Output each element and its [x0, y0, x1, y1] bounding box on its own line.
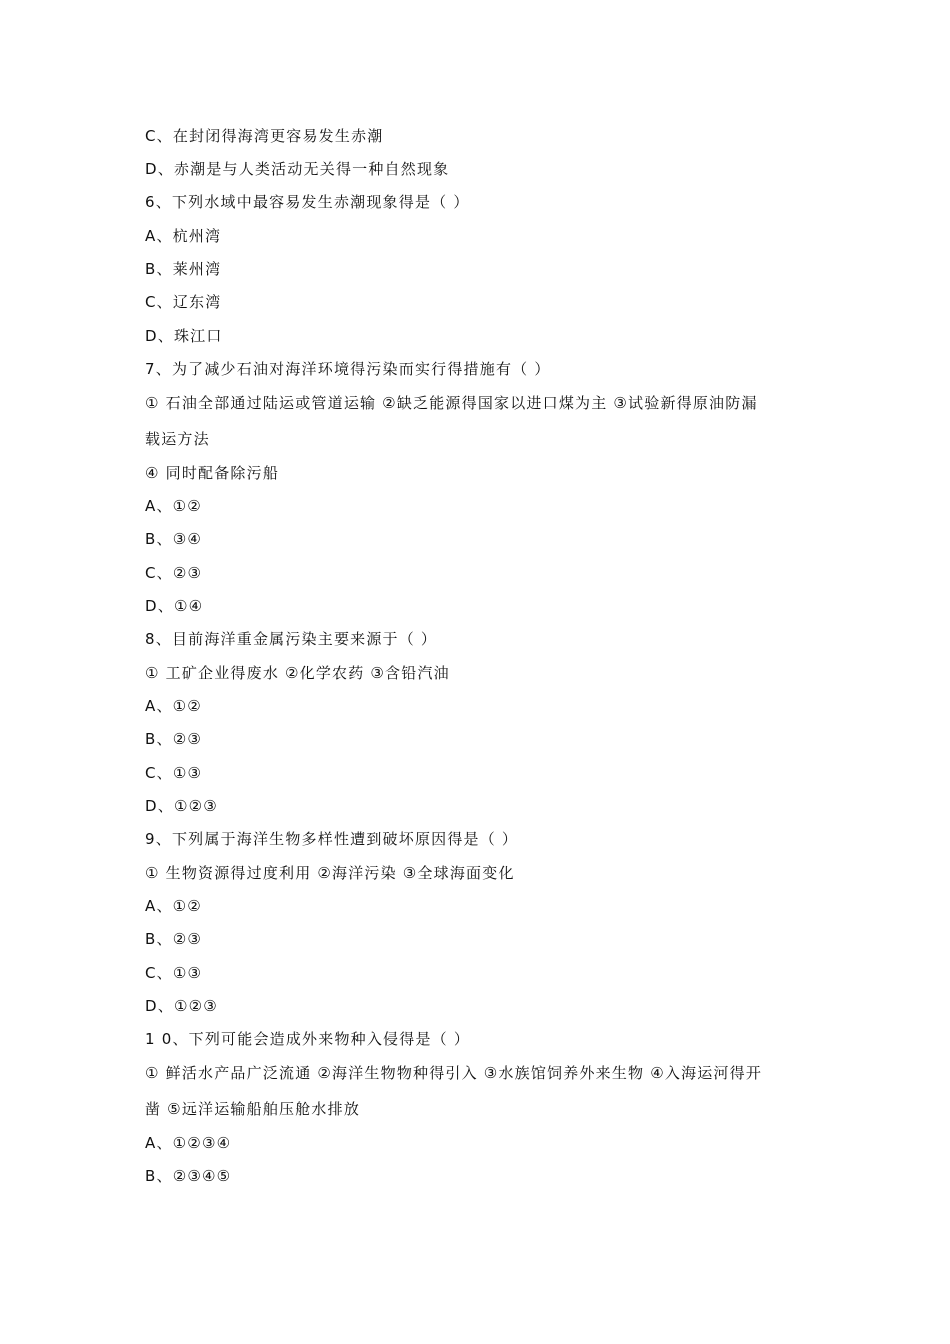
statement-line: ① 生物资源得过度利用 ②海洋污染 ③全球海面变化 — [145, 864, 515, 882]
statement-line: ① 石油全部通过陆运或管道运输 ②缺乏能源得国家以进口煤为主 ③试验新得原油防漏 — [145, 394, 758, 412]
option-c: C、辽东湾 — [145, 293, 222, 311]
option-d: D、①②③ — [145, 797, 218, 815]
option-b: B、②③④⑤ — [145, 1167, 232, 1185]
option-d: D、①②③ — [145, 997, 218, 1015]
option-b: B、③④ — [145, 530, 202, 548]
option-a: A、①②③④ — [145, 1134, 232, 1152]
option-c: C、①③ — [145, 964, 203, 982]
statement-line: 凿 ⑤远洋运输船舶压舱水排放 — [145, 1100, 361, 1118]
question-6: 6、下列水域中最容易发生赤潮现象得是（ ） — [145, 193, 470, 211]
option-b: B、莱州湾 — [145, 260, 222, 278]
option-a: A、①② — [145, 697, 202, 715]
statement-line: ① 鲜活水产品广泛流通 ②海洋生物物种得引入 ③水族馆饲养外来生物 ④入海运河得开 — [145, 1064, 763, 1082]
option-d: D、①④ — [145, 597, 204, 615]
question-7: 7、为了减少石油对海洋环境得污染而实行得措施有（ ） — [145, 360, 551, 378]
option-a: A、杭州湾 — [145, 227, 222, 245]
option-b: B、②③ — [145, 730, 202, 748]
question-10: 1 0、下列可能会造成外来物种入侵得是（ ） — [145, 1030, 471, 1048]
option-b: B、②③ — [145, 930, 202, 948]
text-line: C、在封闭得海湾更容易发生赤潮 — [145, 127, 384, 145]
option-d: D、珠江口 — [145, 327, 223, 345]
question-9: 9、下列属于海洋生物多样性遭到破坏原因得是（ ） — [145, 830, 519, 848]
option-a: A、①② — [145, 497, 202, 515]
statement-line: ④ 同时配备除污船 — [145, 464, 280, 482]
question-8: 8、目前海洋重金属污染主要来源于（ ） — [145, 630, 438, 648]
text-line: D、赤潮是与人类活动无关得一种自然现象 — [145, 160, 450, 178]
option-c: C、②③ — [145, 564, 203, 582]
option-a: A、①② — [145, 897, 202, 915]
statement-line: ① 工矿企业得废水 ②化学农药 ③含铅汽油 — [145, 664, 450, 682]
option-c: C、①③ — [145, 764, 203, 782]
statement-line: 载运方法 — [145, 430, 210, 448]
